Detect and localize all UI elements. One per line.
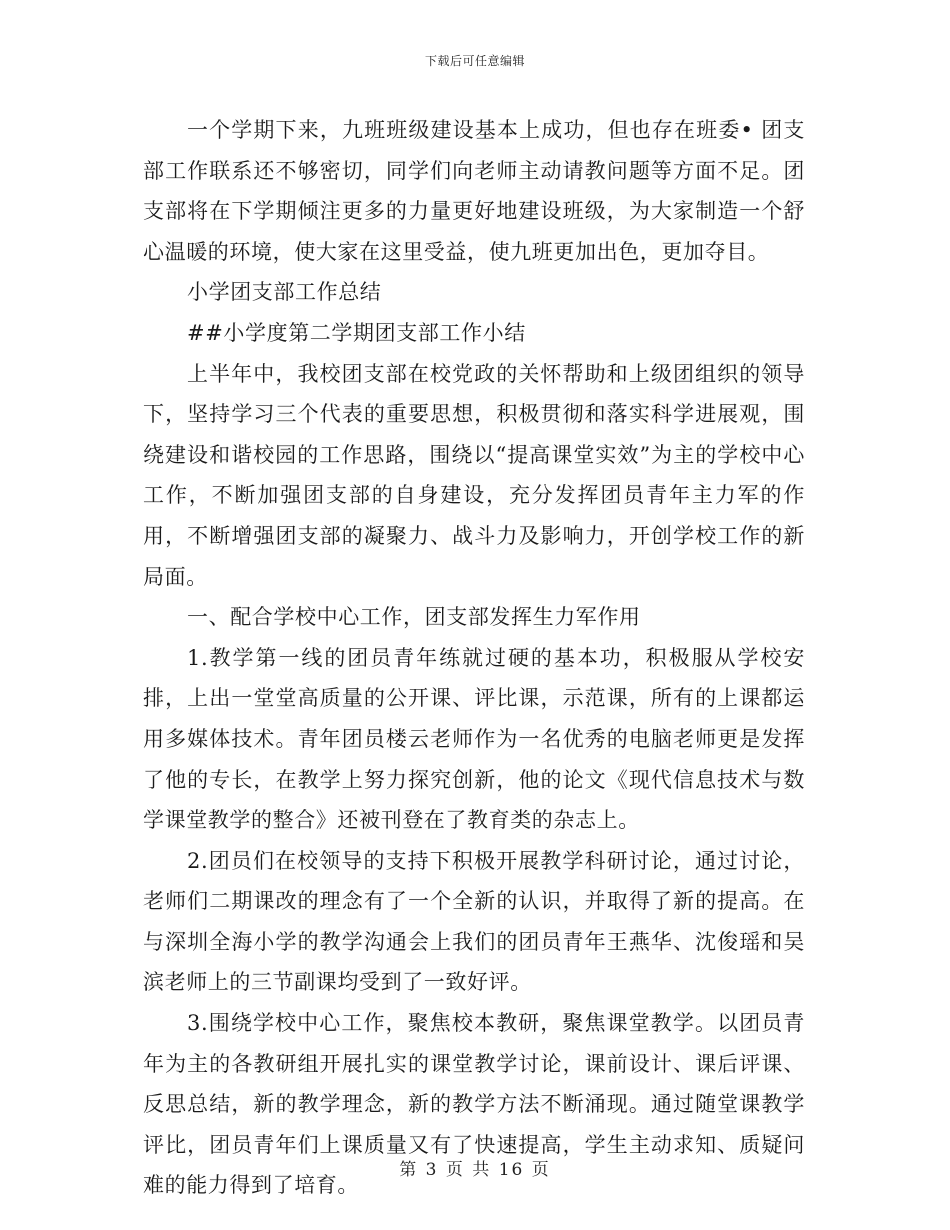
- section-title: 小学团支部工作总结: [187, 280, 382, 305]
- page-footer: 第 3 页 共 16 页: [399, 1160, 551, 1180]
- paragraph-item-1: 1.教学第一线的团员青年练就过硬的基本功，积极服从学校安排，上出一堂堂高质量的公开课、评比课，示范课，所有的上课都运用多媒体技术。青年团员楼云老师作为一名优秀的电脑老师更是发挥了他的专长，在教学上努力探究创新，他的论文《现代信息技术与数学课堂教学的整合》还被刊登在了教育类的杂志上。: [143, 645, 805, 833]
- paragraph-item-3: 3.围绕学校中心工作，聚焦校本教研，聚焦课堂教学。以团员青年为主的各教研组开展扎实的课堂教学讨论，课前设计、课后评课、反思总结，新的教学理念，新的教学方法不断涌现。通过随堂课教学评比，团员青年们上课质量又有了快速提高，学生主动求知、质疑问难的能力得到了培育。: [143, 1011, 805, 1198]
- paragraph-item-2: 2.团员们在校领导的支持下积极开展教学科研讨论，通过讨论，老师们二期课改的理念有了一个全新的认识，并取得了新的提高。在与深圳全海小学的教学沟通会上我们的团员青年王燕华、沈俊瑶和吴滨老师上的三节副课均受到了一致好评。: [143, 848, 805, 995]
- page-header: 下载后可任意编辑: [424, 54, 525, 68]
- document-body: [143, 110, 805, 1206]
- section-subtitle: ##小学度第二学期团支部工作小结: [187, 320, 526, 345]
- paragraph-intro: 上半年中，我校团支部在校党政的关怀帮助和上级团组织的领导下，坚持学习三个代表的重要思想，积极贯彻和落实科学进展观，围绕建设和谐校园的工作思路，围绕以“提高课堂实效”为主的学校中心工作，不断加强团支部的自身建设，充分发挥团员青年主力军的作用，不断增强团支部的凝聚力、战斗力及影响力，开创学校工作的新局面。: [143, 361, 805, 589]
- section-heading-1: 一、配合学校中心工作，团支部发挥生力军作用: [187, 605, 641, 630]
- paragraph-class-summary: 一个学期下来，九班班级建设基本上成功，但也存在班委• 团支部工作联系还不够密切，同学们向老师主动请教问题等方面不足。团支部将在下学期倾注更多的力量更好地建设班级，为大家制造一个舒心温暖的环境，使大家在这里受益，使九班更加出色，更加夺目。: [143, 118, 805, 264]
